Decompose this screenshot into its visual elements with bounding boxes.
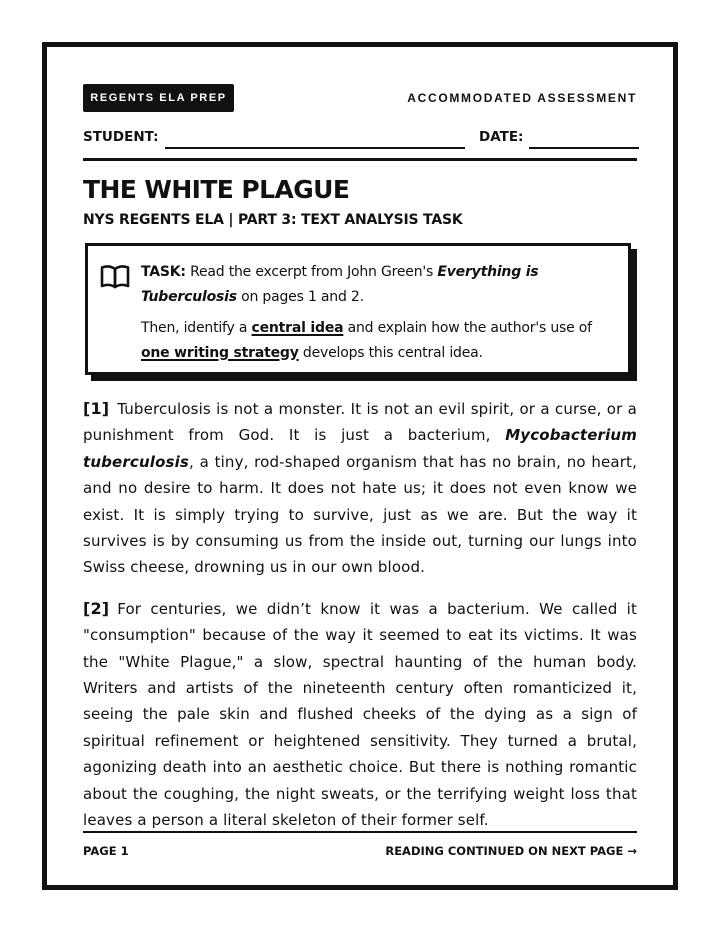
course-tag: REGENTS ELA PREP	[83, 84, 234, 112]
page-content	[83, 47, 637, 885]
task-line-1	[141, 260, 611, 310]
date-line[interactable]	[529, 147, 639, 149]
page-subtitle: NYS REGENTS ELA | PART 3: TEXT ANALYSIS TASK	[83, 212, 463, 228]
task-text-c: Then, identify a	[141, 320, 252, 336]
paragraph-text: Tuberculosis is not a monster. It is not an evil spirit, or a curse, or a punishment from God. It is just a bacterium,	[83, 400, 637, 445]
paragraph-text: , a tiny, rod-shaped organism that has no brain, no heart, and no desire to harm. It does not hate us; it does not even know we exist. It is simply trying to survive, just as we are. But the way it survives is by consuming us from the inside out, turning our lungs into Swiss cheese, drowning us in our own blood.	[83, 452, 637, 577]
paragraph-text: For centuries, we didn’t know it was a bacterium. We called it "consumption" because of the way it seemed to eat its victims. It was the "White Plague," a slow, spectral haunting of the human body. Writers and artists of the nineteenth century often romanticized it, seeing the pale skin and flushed cheeks of the dying as a sign of spiritual refinement or heightened sensitivity. They turned a brutal, agonizing death into an aesthetic choice. But there is nothing romantic about the coughing, the night sweats, or the terrifying weight loss that leaves a person a literal skeleton of their former self.	[83, 599, 637, 830]
open-book-icon	[100, 264, 130, 290]
task-instructions	[141, 260, 611, 366]
header-row	[83, 84, 637, 112]
paragraph-2	[83, 596, 637, 834]
page-number: PAGE 1	[83, 844, 129, 858]
task-text-a: Read the excerpt from John Green's	[185, 264, 438, 280]
task-label: TASK:	[141, 264, 186, 280]
task-text-b: on pages 1 and 2.	[236, 289, 364, 305]
student-info-row	[83, 125, 637, 149]
task-box	[85, 243, 631, 375]
paragraph-1	[83, 396, 637, 581]
continued-note: READING CONTINUED ON NEXT PAGE →	[385, 844, 637, 858]
worksheet-page	[42, 42, 678, 890]
header-divider	[83, 158, 637, 161]
student-label: STUDENT:	[83, 129, 159, 145]
task-line-2	[141, 316, 611, 366]
task-text-e: develops this central idea.	[298, 345, 483, 361]
page-title: THE WHITE PLAGUE	[83, 175, 350, 204]
student-name-line[interactable]	[165, 147, 465, 149]
footer-divider	[83, 831, 637, 833]
assessment-label: ACCOMMODATED ASSESSMENT	[407, 91, 637, 105]
reading-passage	[83, 396, 637, 834]
paragraph-number: [2]	[83, 598, 110, 618]
scientific-name: Mycobacterium tuberculosis	[83, 426, 637, 471]
paragraph-number: [1]	[83, 399, 110, 418]
book-title: Everything is Tuberculosis	[141, 264, 539, 305]
date-label: DATE:	[479, 129, 524, 145]
task-text-d: and explain how the author's use of	[343, 320, 592, 336]
writing-strategy-term: one writing strategy	[141, 345, 299, 361]
central-idea-term: central idea	[251, 320, 344, 336]
